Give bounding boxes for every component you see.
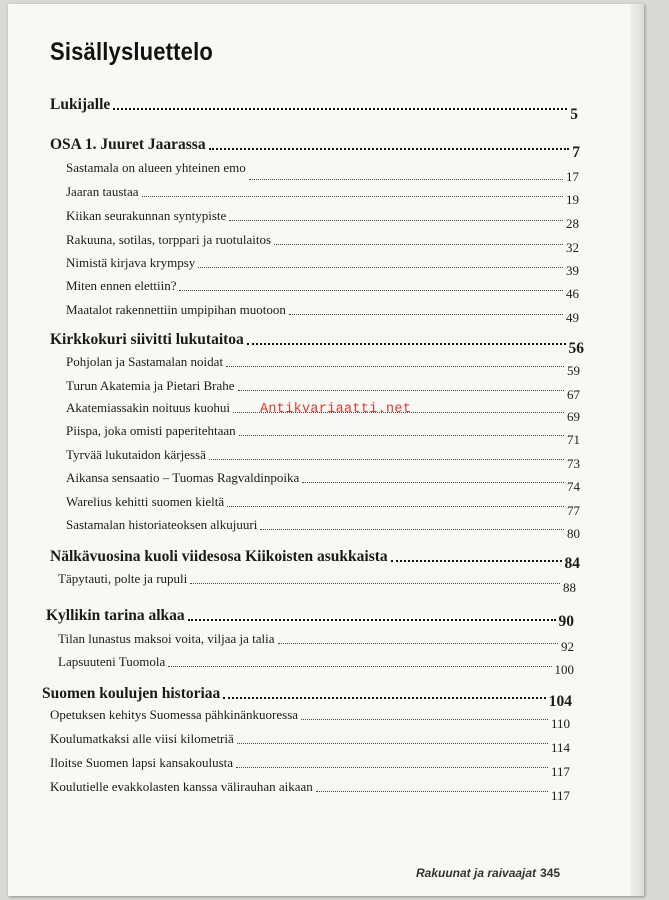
toc-entry-label: Kyllikin tarina alkaa xyxy=(46,607,185,624)
toc-entry-label: Kiikan seurakunnan syntypiste xyxy=(66,208,227,223)
toc-entry xyxy=(50,779,570,803)
toc-entry xyxy=(66,517,580,541)
toc-entry xyxy=(66,354,580,378)
toc-entry-page: 117 xyxy=(550,788,570,803)
toc-leader xyxy=(209,459,564,460)
toc-entry-label: Jaaran taustaa xyxy=(66,184,139,199)
toc-entry-page: 77 xyxy=(567,503,580,518)
toc-entry-page: 28 xyxy=(566,216,579,231)
toc-leader xyxy=(249,179,563,180)
toc-leader xyxy=(391,560,562,562)
toc-entry-label: Rakuuna, sotilas, torppari ja ruotulaitos xyxy=(66,232,272,247)
toc-entry-page: 67 xyxy=(567,387,580,402)
toc-entry-label: Tyrvää lukutaidon kärjessä xyxy=(66,447,206,462)
toc-entry-page: 32 xyxy=(566,240,579,255)
toc-entry-page: 59 xyxy=(567,363,580,378)
toc-entry xyxy=(50,136,580,161)
toc-leader xyxy=(142,196,563,197)
toc-entry xyxy=(66,302,579,325)
toc-entry-page: 110 xyxy=(550,716,570,731)
toc-entry-page: 90 xyxy=(558,613,574,630)
toc-leader xyxy=(274,244,563,245)
toc-entry xyxy=(66,160,579,184)
toc-entry-page: 80 xyxy=(567,526,580,541)
page-edge xyxy=(630,4,644,896)
toc-entry-label: Iloitse Suomen lapsi kansakoulusta xyxy=(50,755,234,770)
toc-entry-label: Akatemiassakin noituus kuohui xyxy=(66,400,230,415)
toc-leader xyxy=(316,791,548,792)
toc-entry-page: 100 xyxy=(554,662,574,677)
toc-entry-page: 73 xyxy=(567,456,580,471)
toc-entry-label: Opetuksen kehitys Suomessa pähkinänkuoressa xyxy=(50,707,299,722)
toc-entry xyxy=(42,685,572,710)
toc-entry-label: Täpytauti, polte ja rupuli xyxy=(58,571,188,586)
toc-entry xyxy=(46,607,574,630)
toc-entry-page: 5 xyxy=(570,106,578,123)
toc-leader xyxy=(260,529,564,530)
toc-entry-page: 49 xyxy=(566,310,579,325)
toc-entry xyxy=(58,631,574,654)
toc-entry-label: Sastamalan historiateoksen alkujuuri xyxy=(66,517,258,532)
toc-entry xyxy=(66,378,580,402)
toc-entry-page: 71 xyxy=(567,432,580,447)
toc-entry xyxy=(58,654,574,677)
toc-leader xyxy=(278,643,558,644)
toc-entry-page: 46 xyxy=(566,286,579,301)
toc-leader xyxy=(301,719,548,720)
toc-leader xyxy=(209,148,570,150)
toc-entry-label: Lapsuuteni Tuomola xyxy=(58,654,166,669)
toc-entry-label: Tilan lunastus maksoi voita, viljaa ja talia xyxy=(58,631,275,646)
toc-entry xyxy=(66,184,579,207)
toc-leader xyxy=(229,220,563,221)
toc-leader xyxy=(236,767,548,768)
toc-leader xyxy=(113,108,567,110)
toc-entry-label: OSA 1. Juuret Jaarassa xyxy=(50,136,206,153)
toc-leader xyxy=(227,506,564,507)
toc-entry-label: Pohjolan ja Sastamalan noidat xyxy=(66,354,224,369)
toc-entry-label: Maatalot rakennettiin umpipihan muotoon xyxy=(66,302,286,317)
toc-entry-label: Lukijalle xyxy=(50,96,111,113)
toc-entry-label: Koulumatkaksi alle viisi kilometriä xyxy=(50,731,234,746)
toc-leader xyxy=(168,666,551,667)
toc-leader xyxy=(198,267,563,268)
toc-entry xyxy=(66,494,580,518)
watermark-stamp: Antikvariaatti.net xyxy=(260,402,412,417)
toc-leader xyxy=(238,390,565,391)
toc-entry xyxy=(66,208,579,231)
toc-entry-label: Turun Akatemia ja Pietari Brahe xyxy=(66,378,235,393)
toc-entry-label: Miten ennen elettiin? xyxy=(66,278,177,293)
toc-leader xyxy=(247,343,566,345)
book-page xyxy=(8,4,644,896)
toc-leader xyxy=(226,366,564,367)
toc-entry xyxy=(50,331,584,357)
toc-entry-label: Aikansa sensaatio – Tuomas Ragvaldinpoika xyxy=(66,470,300,485)
running-title: Rakuunat ja raivaajat xyxy=(416,866,537,880)
toc-entry-label: Sastamala on alueen yhteinen emo xyxy=(66,160,246,175)
toc-leader xyxy=(223,697,545,699)
toc-entry-label: Piispa, joka omisti paperitehtaan xyxy=(66,423,236,438)
toc-entry xyxy=(66,447,580,471)
toc-entry xyxy=(50,707,570,731)
toc-leader xyxy=(179,290,563,291)
toc-entry xyxy=(50,731,570,755)
toc-entry-page: 104 xyxy=(548,693,572,710)
toc-leader xyxy=(190,583,560,584)
toc-entry-page: 17 xyxy=(566,169,579,184)
toc-entry-page: 19 xyxy=(566,192,579,207)
toc-entry-page: 117 xyxy=(550,764,570,779)
toc-entry xyxy=(66,470,580,494)
toc-entry xyxy=(66,423,580,447)
toc-entry-page: 114 xyxy=(550,740,570,755)
toc-entry-page: 39 xyxy=(566,263,579,278)
toc-entry xyxy=(66,278,579,301)
toc-entry-label: Suomen koulujen historiaa xyxy=(42,685,221,702)
toc-entry-label: Koulutielle evakkolasten kanssa välirauhan aikaan xyxy=(50,779,313,794)
toc-entry xyxy=(50,755,570,779)
toc-entry xyxy=(58,571,576,595)
toc-entry-page: 84 xyxy=(564,555,580,572)
toc-entry-page: 7 xyxy=(572,144,580,161)
toc-entry-label: Warelius kehitti suomen kieltä xyxy=(66,494,225,509)
toc-entry-page: 92 xyxy=(561,639,574,654)
toc-entry xyxy=(66,255,579,278)
toc-entry-page: 69 xyxy=(567,409,580,424)
toc-entry-label: Nälkävuosina kuoli viidesosa Kiikoisten asukkaista xyxy=(50,548,388,565)
toc-entry-page: 56 xyxy=(568,340,584,357)
toc-leader xyxy=(188,619,556,621)
toc-entry-label: Kirkkokuri siivitti lukutaitoa xyxy=(50,331,244,348)
page-title: Sisällysluettelo xyxy=(50,38,214,66)
toc-leader xyxy=(237,743,548,744)
toc-entry-page: 88 xyxy=(563,580,576,595)
toc-leader xyxy=(239,435,564,436)
toc-entry-page: 74 xyxy=(567,479,580,494)
toc-entry xyxy=(66,232,579,255)
toc-entry-label: Nimistä kirjava krympsy xyxy=(66,255,196,270)
toc-leader xyxy=(302,482,564,483)
page-footer xyxy=(416,866,560,880)
toc-leader xyxy=(289,314,563,315)
page-number: 345 xyxy=(540,866,561,880)
toc-entry xyxy=(50,548,580,572)
toc-entry xyxy=(50,96,578,123)
